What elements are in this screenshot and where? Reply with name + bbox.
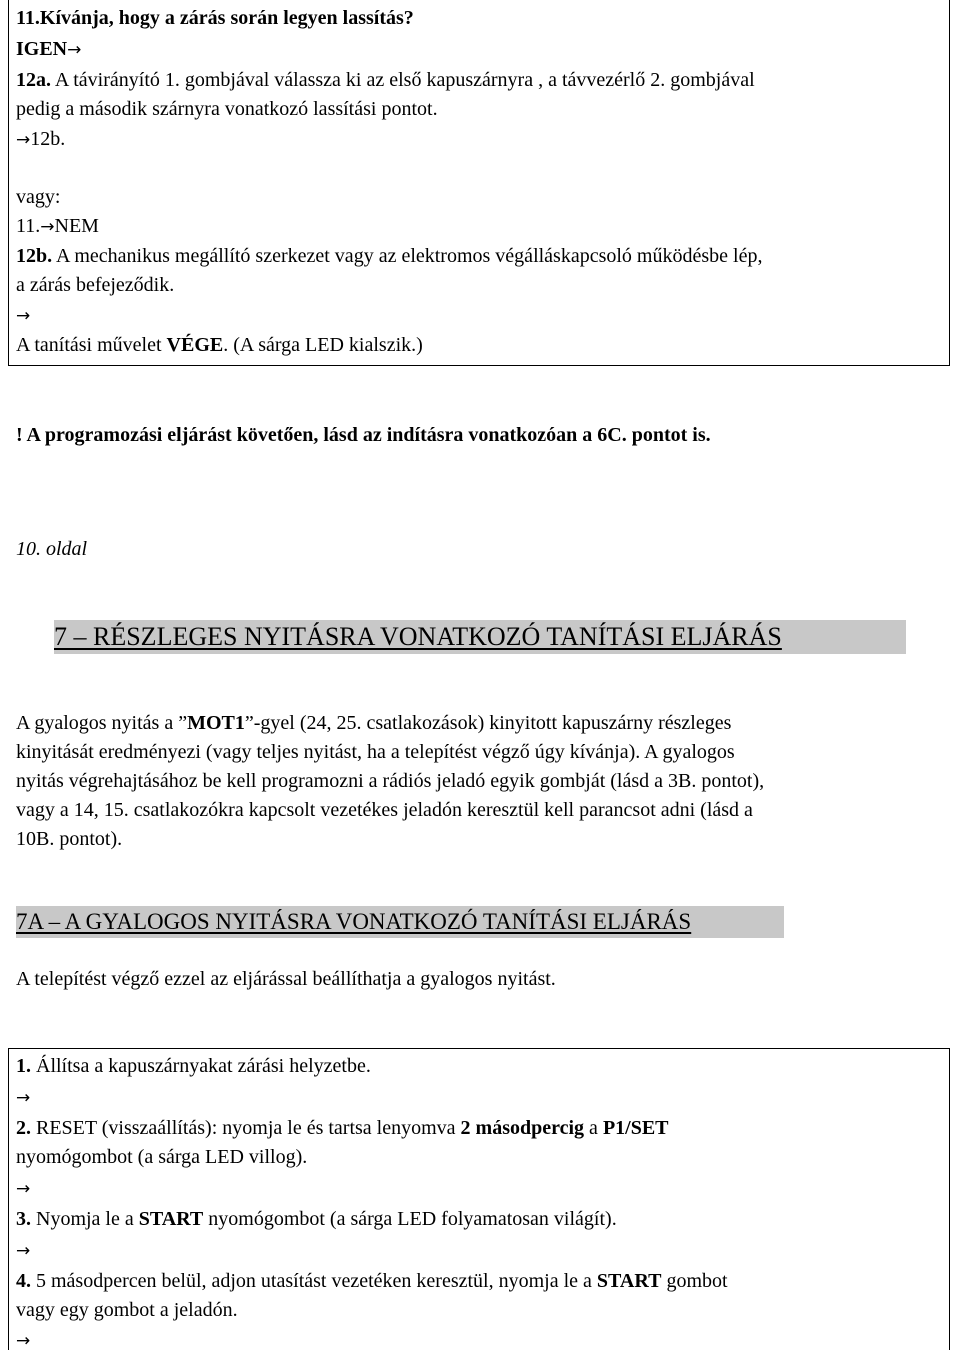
notice-text: ! A programozási eljárást követően, lásd az indításra vonatkozóan a 6C. pontot is. (16, 424, 711, 446)
step-3-text-c: nyomógombot (a sárga LED folyamatosan világít). (203, 1208, 617, 1230)
section-7-paragraph-line-3: nyitás végrehajtásához be kell programozni a rádiós jeladó egyik gombját (lásd a 3B. pontot), (16, 770, 765, 792)
arrow-icon: → (16, 1088, 31, 1108)
no-label: NEM (54, 215, 99, 237)
section-7-paragraph-line-4: vagy a 14, 15. csatlakozókra kapcsolt vezetékes jeladón keresztül kell parancsot adni (lásd a (16, 799, 753, 821)
step-3-text-a: Nyomja le a (31, 1208, 139, 1230)
yes-line (16, 35, 81, 65)
goto-12b-line (16, 125, 65, 155)
arrow-icon: → (16, 306, 31, 326)
step-1-num: 1. (16, 1055, 31, 1077)
step-12a-label: 12a. (16, 69, 51, 91)
arrow-icon: → (40, 217, 55, 237)
question-line: 11.Kívánja, hogy a zárás során legyen lassítás? (16, 7, 414, 29)
step-12a-continuation: pedig a második szárnyra vonatkozó lassítási pontot. (16, 98, 438, 120)
step-4-text-a: 5 másodpercen belül, adjon utasítást vezetéken keresztül, nyomja le a (31, 1270, 597, 1292)
section-7-paragraph-line-5: 10B. pontot). (16, 828, 123, 850)
goto-12b-text: 12b. (30, 128, 66, 150)
section-7-paragraph-line-1 (16, 709, 731, 738)
step-2 (16, 1114, 669, 1143)
p1-post: ”-gyel (24, 25. csatlakozások) kinyitott kapuszárny részleges (244, 712, 732, 734)
arrow-icon: → (67, 40, 82, 60)
step-2-num: 2. (16, 1117, 31, 1139)
page-label: 10. oldal (16, 538, 88, 560)
no-line (16, 212, 99, 242)
step-12b-label: 12b. (16, 245, 53, 267)
step-12a-text: A távirányító 1. gombjával válassza ki az első kapuszárnyra , a távvezérlő 2. gombjával (51, 69, 755, 91)
end-post: . (A sárga LED kialszik.) (223, 334, 423, 356)
step-2-text-c: a (584, 1117, 603, 1139)
arrow-icon: → (16, 130, 31, 150)
step-12b-continuation: a zárás befejeződik. (16, 274, 175, 296)
section-7-paragraph-line-2: kinyitását eredményezi (vagy teljes nyitást, ha a telepítést végző úgy kívánja). A gyalogos (16, 741, 735, 763)
step-4 (16, 1267, 728, 1296)
step-2-text-a: RESET (visszaállítás): nyomja le és tartsa lenyomva (31, 1117, 461, 1139)
arrow-icon: → (16, 1331, 31, 1351)
arrow-icon: → (16, 1179, 31, 1199)
section-7a-intro: A telepítést végző ezzel az eljárással beállíthatja a gyalogos nyitást. (16, 968, 556, 990)
end-line (16, 331, 423, 360)
step-4-text-b: START (596, 1270, 662, 1292)
step-2-continuation: nyomógombot (a sárga LED villog). (16, 1146, 308, 1168)
step-12b-line (16, 242, 762, 271)
step-3 (16, 1205, 617, 1234)
end-label: VÉGE (166, 334, 224, 356)
step-2-text-d: P1/SET (602, 1117, 669, 1139)
end-pre: A tanítási művelet (16, 334, 167, 356)
instruction-box-top (8, 0, 950, 366)
step-4-num: 4. (16, 1270, 31, 1292)
arrow-icon: → (16, 1241, 31, 1261)
step-12b-text: A mechanikus megállító szerkezet vagy az elektromos végálláskapcsoló működésbe lép, (52, 245, 763, 267)
step-12a-line (16, 66, 755, 95)
section-7a-heading: 7A – A GYALOGOS NYITÁSRA VONATKOZÓ TANÍTÁSI ELJÁRÁS (16, 906, 784, 938)
section-7-heading: 7 – RÉSZLEGES NYITÁSRA VONATKOZÓ TANÍTÁSI ELJÁRÁS (54, 620, 906, 654)
step-2-text-b: 2 másodpercig (460, 1117, 585, 1139)
step-4-continuation: vagy egy gombot a jeladón. (16, 1299, 238, 1321)
step-4-text-c: gombot (661, 1270, 728, 1292)
step-1 (16, 1052, 371, 1081)
no-num: 11. (16, 215, 41, 237)
p1-pre: A gyalogos nyitás a ” (16, 712, 188, 734)
step-3-text-b: START (138, 1208, 204, 1230)
yes-label: IGEN (16, 38, 68, 60)
step-1-text: Állítsa a kapuszárnyakat zárási helyzetbe. (31, 1055, 371, 1077)
p1-bold: MOT1 (187, 712, 245, 734)
step-3-num: 3. (16, 1208, 31, 1230)
or-line: vagy: (16, 186, 61, 208)
